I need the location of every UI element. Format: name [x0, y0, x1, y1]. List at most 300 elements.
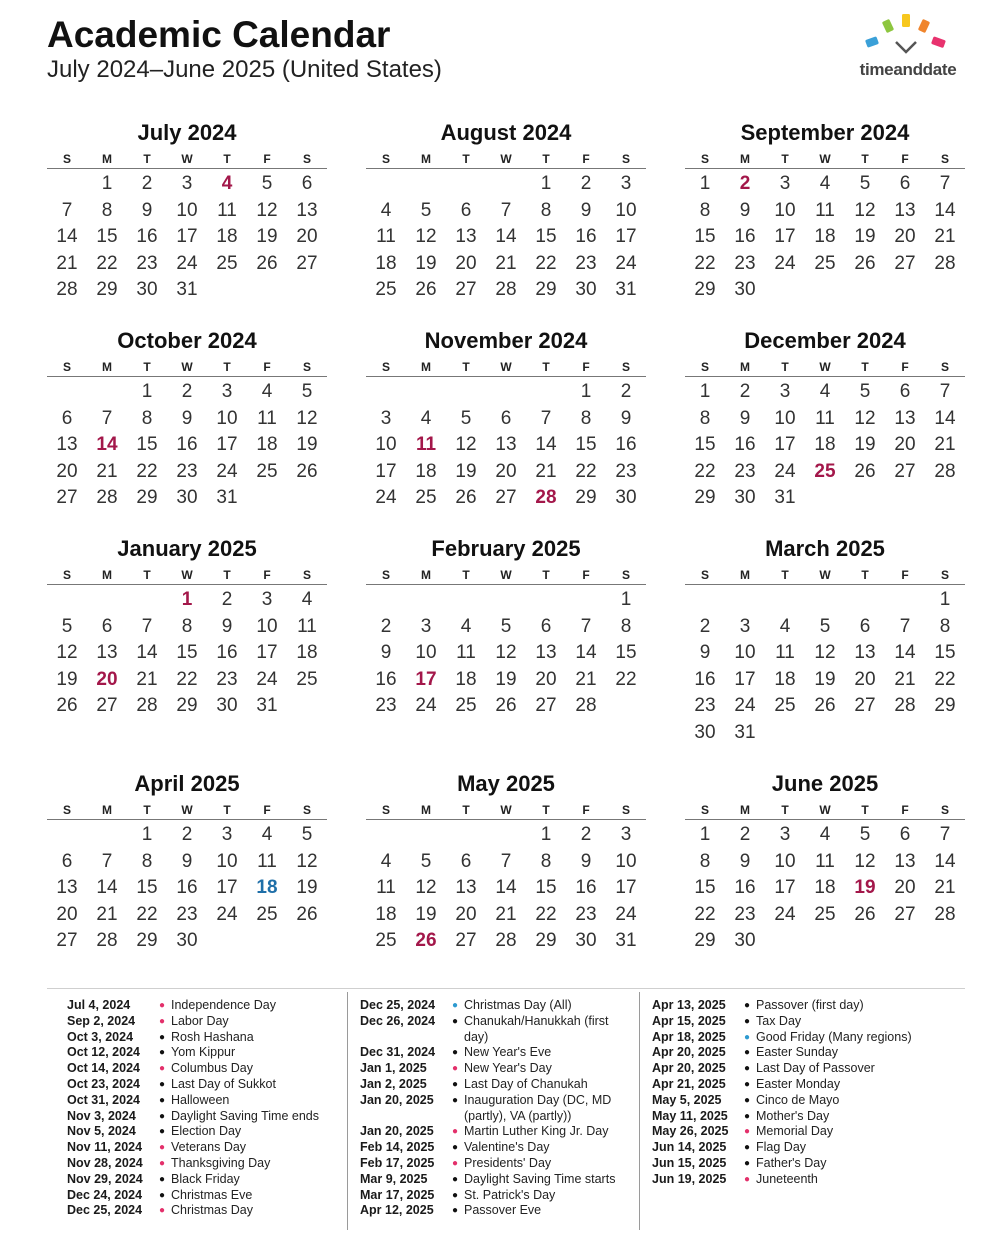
event-name: Juneteenth	[756, 1171, 818, 1186]
day-cell: 22	[535, 903, 557, 925]
week-row	[366, 277, 646, 304]
event-dot-icon: ●	[743, 1094, 751, 1106]
day-cell: 21	[575, 668, 597, 690]
day-cell: 14	[136, 642, 158, 663]
event-name: Christmas Eve	[171, 1187, 253, 1202]
day-cell: 1	[620, 589, 632, 610]
event-date: Dec 31, 2024	[360, 1045, 436, 1060]
event-date: Mar 9, 2025	[360, 1171, 428, 1186]
weekday-label: F	[263, 568, 271, 582]
empty-day-cell	[406, 587, 446, 614]
weekday-label: M	[421, 152, 431, 166]
month-block	[47, 326, 327, 512]
legend-event	[67, 1109, 347, 1125]
day-cell: 19	[296, 877, 318, 898]
empty-day-cell	[207, 928, 247, 955]
empty-day-cell	[287, 928, 327, 955]
day-cell: 20	[296, 226, 318, 247]
day-cell: 2	[580, 824, 592, 845]
day-cell: 5	[261, 173, 273, 194]
day-cell: 7	[939, 824, 951, 845]
day-cell: 3	[261, 589, 273, 610]
day-cell: 22	[176, 668, 198, 690]
weekday-label: W	[819, 568, 831, 582]
day-cell: 16	[575, 226, 597, 247]
day-cell: 18	[375, 252, 397, 274]
day-cell: 20	[455, 903, 477, 925]
legend-event	[67, 1188, 347, 1204]
weekday-header	[366, 358, 646, 377]
day-cell: 27	[854, 695, 876, 716]
day-cell: 8	[699, 407, 711, 429]
day-cell: 2	[580, 173, 592, 194]
weekday-header	[685, 358, 965, 377]
day-cell: 6	[61, 850, 73, 872]
legend-event	[360, 998, 630, 1014]
legend-column-separator	[639, 992, 640, 1230]
event-dot-icon: ●	[743, 1157, 751, 1169]
day-cell: 10	[415, 642, 437, 663]
empty-day-cell	[526, 587, 566, 614]
day-cell: 4	[380, 199, 392, 221]
day-cell: 2	[181, 381, 193, 402]
day-cell: 22	[694, 252, 716, 274]
day-cell: 26	[455, 487, 477, 508]
weeks	[47, 379, 327, 512]
day-cell: 17	[774, 877, 796, 898]
weekday-label: S	[302, 152, 311, 166]
weekday-label: S	[940, 803, 949, 817]
day-cell: 13	[296, 199, 318, 221]
day-cell: 9	[620, 407, 632, 429]
empty-day-cell	[925, 928, 965, 955]
event-name: Christmas Day (All)	[464, 998, 572, 1012]
empty-day-cell	[765, 277, 805, 304]
week-row	[685, 406, 965, 433]
empty-day-cell	[287, 693, 327, 720]
day-cell: 1	[580, 381, 592, 402]
event-date: Apr 12, 2025	[360, 1203, 434, 1218]
event-date: Oct 31, 2024	[67, 1092, 140, 1107]
event-dot-icon: ●	[743, 1047, 751, 1059]
empty-day-cell	[486, 822, 526, 849]
weekday-label: T	[861, 568, 869, 582]
weekday-label: S	[621, 803, 630, 817]
day-cell: 30	[176, 487, 198, 508]
day-cell: 4	[819, 381, 831, 402]
page-title: Academic Calendar	[47, 14, 391, 55]
day-cell: 29	[694, 487, 716, 508]
day-cell: 21	[96, 903, 118, 925]
event-dot-icon: ●	[158, 1094, 166, 1106]
weekday-label: T	[223, 803, 231, 817]
day-cell: 10	[615, 199, 637, 221]
day-cell: 8	[181, 615, 193, 637]
day-cell: 3	[380, 407, 392, 429]
day-cell: 19	[854, 434, 876, 455]
event-dot-icon: ●	[451, 1047, 459, 1059]
day-cell: 10	[774, 199, 796, 221]
day-cell: 27	[894, 252, 916, 274]
event-name: New Year's Day	[464, 1061, 552, 1076]
day-cell: 23	[375, 695, 397, 716]
day-cell: 9	[580, 199, 592, 221]
week-row	[366, 822, 646, 849]
day-cell: 21	[535, 460, 557, 482]
day-cell: 16	[176, 877, 198, 898]
event-name: New Year's Eve	[464, 1045, 552, 1060]
month-name: September 2024	[740, 120, 910, 145]
day-cell: 28	[96, 930, 118, 951]
day-cell: 29	[136, 930, 158, 951]
day-cell: 9	[141, 199, 153, 221]
legend-event	[652, 1172, 952, 1188]
day-cell: 4	[819, 173, 831, 194]
day-cell: 6	[460, 850, 472, 872]
holiday-day-cell: 19	[854, 877, 876, 898]
weeks	[366, 379, 646, 512]
day-cell: 6	[101, 615, 113, 637]
event-dot-icon: ●	[158, 1157, 166, 1169]
event-dot-icon: ●	[743, 1015, 751, 1027]
day-cell: 20	[894, 877, 916, 898]
day-cell: 12	[854, 199, 876, 221]
event-date: Jan 20, 2025	[360, 1124, 434, 1139]
weekday-label: W	[181, 568, 193, 582]
weekday-header	[685, 150, 965, 169]
empty-day-cell	[127, 587, 167, 614]
day-cell: 31	[216, 487, 238, 508]
weekday-label: S	[302, 568, 311, 582]
day-cell: 4	[261, 824, 273, 845]
event-date: Oct 23, 2024	[67, 1076, 140, 1091]
day-cell: 24	[216, 460, 238, 482]
day-cell: 20	[894, 226, 916, 247]
day-cell: 2	[699, 615, 711, 637]
day-cell: 30	[575, 279, 597, 300]
empty-day-cell	[885, 277, 925, 304]
event-dot-icon: ●	[743, 1142, 751, 1154]
weekday-label: T	[781, 803, 789, 817]
day-cell: 14	[535, 434, 557, 455]
event-date: Apr 15, 2025	[652, 1013, 726, 1028]
weekday-label: F	[263, 803, 271, 817]
month-block	[47, 769, 327, 955]
day-cell: 8	[540, 850, 552, 872]
event-name: Cinco de Mayo	[756, 1092, 840, 1107]
event-date: Mar 17, 2025	[360, 1187, 435, 1202]
day-cell: 23	[575, 252, 597, 274]
event-dot-icon: ●	[158, 1126, 166, 1138]
week-row	[685, 485, 965, 512]
weekday-label: S	[302, 360, 311, 374]
event-dot-icon: ●	[158, 1110, 166, 1122]
day-cell: 17	[774, 226, 796, 247]
day-cell: 28	[934, 460, 956, 482]
month-block	[685, 118, 965, 304]
weeks	[685, 379, 965, 512]
day-cell: 25	[256, 903, 278, 925]
day-cell: 19	[814, 668, 836, 690]
week-row	[685, 224, 965, 251]
day-cell: 8	[699, 199, 711, 221]
day-cell: 27	[56, 487, 78, 508]
event-name: Rosh Hashana	[171, 1029, 254, 1044]
event-date: Oct 12, 2024	[67, 1045, 140, 1060]
empty-day-cell	[925, 277, 965, 304]
holiday-day-cell: 14	[96, 434, 118, 455]
day-cell: 13	[495, 434, 517, 455]
weekday-label: T	[143, 568, 151, 582]
day-cell: 1	[141, 381, 153, 402]
legend-event	[67, 1030, 347, 1046]
day-cell: 30	[575, 930, 597, 951]
event-dot-icon: ●	[158, 1015, 166, 1027]
day-cell: 23	[734, 252, 756, 274]
empty-day-cell	[885, 928, 925, 955]
weekday-label: F	[582, 568, 590, 582]
day-cell: 26	[854, 460, 876, 482]
weekday-header	[685, 801, 965, 820]
day-cell: 3	[221, 824, 233, 845]
day-cell: 24	[375, 487, 397, 508]
holiday-day-cell: 20	[96, 668, 118, 690]
day-cell: 1	[699, 381, 711, 402]
weekday-header	[47, 566, 327, 585]
day-cell: 29	[96, 279, 118, 300]
month-name: October 2024	[117, 328, 257, 353]
day-cell: 7	[101, 407, 113, 429]
weeks	[366, 822, 646, 955]
event-name: Easter Monday	[756, 1076, 841, 1091]
week-row	[685, 251, 965, 278]
day-cell: 20	[56, 460, 78, 482]
month-name: August 2024	[440, 120, 572, 145]
month-name: June 2025	[771, 771, 879, 796]
empty-day-cell	[87, 587, 127, 614]
day-cell: 7	[101, 850, 113, 872]
empty-day-cell	[486, 379, 526, 406]
week-row	[47, 822, 327, 849]
weekday-label: W	[181, 803, 193, 817]
event-name: Black Friday	[171, 1171, 240, 1186]
event-name: Election Day	[171, 1124, 242, 1139]
legend-event	[652, 1014, 952, 1030]
day-cell: 21	[495, 252, 517, 274]
empty-day-cell	[765, 720, 805, 747]
day-cell: 30	[176, 930, 198, 951]
empty-day-cell	[845, 720, 885, 747]
weekday-label: T	[781, 360, 789, 374]
event-dot-icon: ●	[743, 1078, 751, 1090]
day-cell: 16	[734, 434, 756, 455]
day-cell: 3	[739, 615, 751, 637]
empty-day-cell	[925, 720, 965, 747]
day-cell: 11	[376, 877, 396, 898]
day-cell: 30	[216, 695, 238, 716]
week-row	[366, 432, 646, 459]
weekday-label: S	[62, 152, 71, 166]
weekday-label: M	[102, 568, 112, 582]
event-date: Apr 21, 2025	[652, 1076, 726, 1091]
day-cell: 4	[420, 407, 432, 429]
weekday-label: T	[223, 568, 231, 582]
event-dot-icon: ●	[451, 1189, 459, 1201]
day-cell: 24	[615, 252, 637, 274]
day-cell: 15	[535, 877, 557, 898]
day-cell: 5	[420, 850, 432, 872]
day-cell: 3	[420, 615, 432, 637]
event-name: Columbus Day	[171, 1061, 253, 1076]
day-cell: 18	[814, 226, 836, 247]
day-cell: 22	[96, 252, 118, 274]
empty-day-cell	[685, 587, 725, 614]
day-cell: 2	[739, 824, 751, 845]
event-date: Dec 26, 2024	[360, 1013, 436, 1028]
event-date: Jun 19, 2025	[652, 1171, 727, 1186]
legend-event	[652, 1045, 952, 1061]
day-cell: 12	[495, 642, 517, 663]
day-cell: 7	[500, 199, 512, 221]
day-cell: 22	[934, 668, 956, 690]
week-row	[366, 171, 646, 198]
weekday-label: S	[62, 360, 71, 374]
empty-day-cell	[845, 587, 885, 614]
event-name: Veterans Day	[171, 1140, 247, 1155]
day-cell: 20	[535, 668, 557, 690]
empty-day-cell	[805, 928, 845, 955]
legend-event	[360, 1203, 630, 1219]
day-cell: 18	[216, 226, 238, 247]
event-date: Dec 25, 2024	[67, 1203, 143, 1218]
event-name: Chanukah/Hanukkah (first day)	[464, 1013, 609, 1044]
week-row	[366, 928, 646, 955]
day-cell: 7	[939, 381, 951, 402]
day-cell: 14	[56, 226, 78, 247]
legend-event	[652, 1156, 952, 1172]
legend-event	[67, 1061, 347, 1077]
day-cell: 26	[415, 279, 437, 300]
legend-event	[67, 1156, 347, 1172]
day-cell: 12	[854, 407, 876, 429]
event-dot-icon: ●	[158, 1173, 166, 1185]
week-row	[366, 902, 646, 929]
empty-day-cell	[87, 379, 127, 406]
day-cell: 17	[615, 226, 637, 247]
event-dot-icon: ●	[451, 1094, 459, 1106]
day-cell: 4	[460, 615, 472, 637]
weeks	[366, 587, 646, 720]
day-cell: 9	[181, 850, 193, 872]
empty-day-cell	[566, 587, 606, 614]
weekday-header	[685, 566, 965, 585]
month-name: March 2025	[765, 536, 885, 561]
weekday-label: F	[263, 152, 271, 166]
week-row	[47, 614, 327, 641]
day-cell: 2	[141, 173, 153, 194]
day-cell: 10	[216, 407, 238, 429]
day-cell: 13	[894, 407, 916, 429]
event-dot-icon: ●	[451, 1157, 459, 1169]
day-cell: 25	[814, 903, 836, 925]
event-name: Daylight Saving Time ends	[171, 1108, 319, 1123]
weekday-label: F	[901, 568, 909, 582]
day-cell: 5	[859, 824, 871, 845]
day-cell: 21	[495, 903, 517, 925]
weekday-header	[47, 801, 327, 820]
day-cell: 11	[257, 850, 277, 872]
weekday-label: T	[223, 360, 231, 374]
legend-event	[652, 1093, 952, 1109]
day-cell: 17	[734, 668, 756, 690]
event-dot-icon: ●	[158, 1078, 166, 1090]
day-cell: 11	[456, 642, 476, 663]
day-cell: 25	[814, 252, 836, 274]
legend-event	[360, 1172, 630, 1188]
event-date: May 11, 2025	[652, 1108, 728, 1123]
event-dot-icon: ●	[158, 1189, 166, 1201]
event-name: Flag Day	[756, 1140, 807, 1155]
day-cell: 19	[256, 226, 278, 247]
holiday-day-cell: 17	[415, 668, 437, 690]
legend-event	[67, 1140, 347, 1156]
day-cell: 11	[297, 615, 317, 637]
day-cell: 17	[615, 877, 637, 898]
day-cell: 10	[734, 642, 756, 663]
week-row	[366, 198, 646, 225]
day-cell: 27	[535, 695, 557, 716]
weekday-label: M	[421, 360, 431, 374]
day-cell: 3	[779, 381, 791, 402]
day-cell: 31	[615, 930, 637, 951]
day-cell: 13	[455, 226, 477, 247]
empty-day-cell	[366, 587, 406, 614]
day-cell: 6	[859, 615, 871, 637]
day-cell: 2	[181, 824, 193, 845]
weekday-header	[366, 566, 646, 585]
day-cell: 15	[96, 226, 118, 247]
weekday-label: T	[223, 152, 231, 166]
legend-event	[360, 1061, 630, 1077]
month-name: February 2025	[431, 536, 581, 561]
legend-column	[360, 998, 630, 1219]
weekday-label: T	[861, 360, 869, 374]
empty-day-cell	[486, 171, 526, 198]
week-row	[685, 171, 965, 198]
week-row	[685, 902, 965, 929]
day-cell: 27	[56, 930, 78, 951]
empty-day-cell	[805, 277, 845, 304]
week-row	[366, 640, 646, 667]
holiday-day-cell: 11	[415, 434, 437, 455]
day-cell: 3	[221, 381, 233, 402]
event-name: Last Day of Sukkot	[171, 1076, 276, 1091]
week-row	[685, 693, 965, 720]
event-name: Halloween	[171, 1092, 230, 1107]
weekday-label: W	[181, 360, 193, 374]
event-date: May 5, 2025	[652, 1092, 722, 1107]
legend-event	[360, 1156, 630, 1172]
day-cell: 25	[375, 930, 397, 951]
day-cell: 19	[415, 252, 437, 274]
week-row	[47, 379, 327, 406]
event-dot-icon: ●	[743, 1173, 751, 1185]
day-cell: 11	[815, 199, 835, 221]
day-cell: 28	[934, 252, 956, 274]
event-date: Feb 14, 2025	[360, 1140, 435, 1155]
day-cell: 2	[739, 381, 751, 402]
day-cell: 11	[376, 226, 396, 247]
